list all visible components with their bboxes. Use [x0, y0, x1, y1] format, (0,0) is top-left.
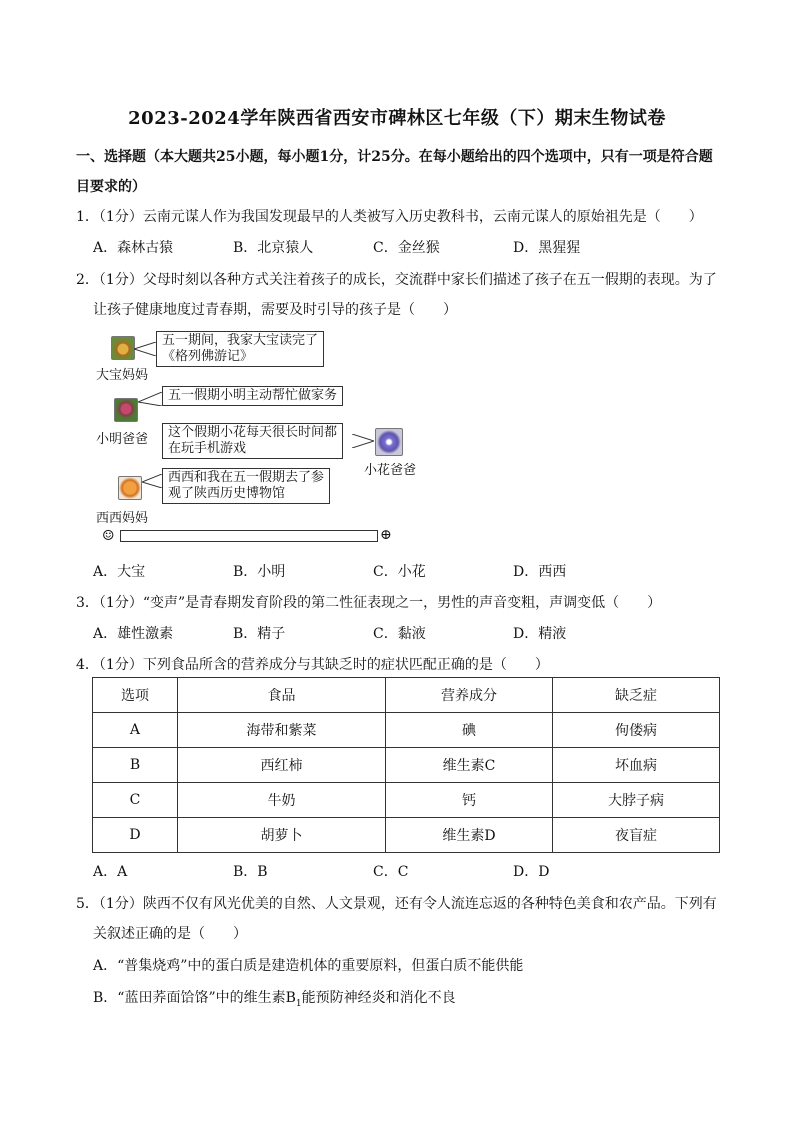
- table-cell: 西红柿: [177, 748, 385, 783]
- q4-option-b: B．B: [233, 864, 268, 880]
- table-cell: C: [93, 783, 178, 818]
- q3-option-a: A．雄性激素: [93, 626, 174, 642]
- option-text: 能预防神经炎和消化不良: [301, 990, 456, 1006]
- q1-option-d: D．黑猩猩: [513, 240, 581, 256]
- progress-bar: [120, 530, 378, 542]
- table-cell: 维生素D: [385, 818, 552, 853]
- q2-option-b: B．小明: [233, 564, 286, 580]
- chat-bubble-xiaoming: [162, 386, 343, 406]
- bubble-text: 五一期间，我家大宝读完了: [162, 333, 319, 348]
- caption-dabao-mom: 大宝妈妈: [96, 368, 149, 383]
- flower-avatar-icon: [114, 398, 138, 422]
- question-2-stem: 2．（1分）父母时刻以各种方式关注着孩子的成长，交流群中家长们描述了孩子在五一假期的表现。为了: [76, 272, 717, 288]
- table-row: [93, 748, 720, 783]
- q3-option-d: D．精液: [513, 626, 567, 642]
- table-row: [93, 713, 720, 748]
- q4-option-d: D．D: [513, 864, 550, 880]
- bubble-tail: [134, 342, 156, 356]
- question-4-stem: 4．（1分）下列食品所含的营养成分与其缺乏时的症状匹配正确的是（ ）: [76, 657, 549, 673]
- chat-bubble-xiaohua: [162, 423, 343, 459]
- question-2-stem-cont: 让孩子健康地度过青春期，需要及时引导的孩子是（ ）: [93, 302, 457, 318]
- smiley-icon: ☺: [102, 528, 115, 544]
- table-header-row: [93, 678, 720, 713]
- table-row: [93, 818, 720, 853]
- table-cell: 钙: [385, 783, 552, 818]
- section-heading: 一、选择题（本大题共25小题，每小题1分，计25分。在每小题给出的四个选项中，只有一项是符合题: [76, 149, 713, 165]
- table-cell: 大脖子病: [552, 783, 719, 818]
- question-4-options: [93, 861, 653, 881]
- table-cell: 维生素C: [385, 748, 552, 783]
- table-cell: B: [93, 748, 178, 783]
- nutrition-table: [92, 677, 720, 853]
- table-cell: 夜盲症: [552, 818, 719, 853]
- bubble-text: 观了陕西历史博物馆: [168, 486, 286, 501]
- question-3-stem: 3．（1分）“变声”是青春期发育阶段的第二性征表现之一，男性的声音变粗，声调变低（ ）: [76, 595, 662, 611]
- bubble-text: 《格列佛游记》: [162, 349, 254, 364]
- q2-option-d: D．西西: [513, 564, 567, 580]
- table-cell: 坏血病: [552, 748, 719, 783]
- page-title: 2023-2024学年陕西省西安市碑林区七年级（下）期末生物试卷: [128, 108, 666, 129]
- q3-option-c: C．黏液: [373, 626, 426, 642]
- caption-xiaoming-dad: 小明爸爸: [96, 432, 149, 447]
- bubble-tail: [142, 474, 162, 488]
- subscript: 1: [295, 998, 302, 1009]
- q2-option-c: C．小花: [373, 564, 426, 580]
- question-3-options: [93, 623, 653, 643]
- section-heading-cont: 目要求的）: [76, 179, 146, 195]
- q1-option-a: A．森林古猿: [93, 240, 174, 256]
- q5-option-b: [93, 987, 456, 1009]
- chat-bubble-xixi: [162, 468, 330, 504]
- table-cell: 胡萝卜: [177, 818, 385, 853]
- table-cell: 佝偻病: [552, 713, 719, 748]
- table-header: 食品: [177, 678, 385, 713]
- table-cell: D: [93, 818, 178, 853]
- q3-option-b: B．精子: [233, 626, 286, 642]
- bubble-text: 在玩手机游戏: [168, 441, 247, 456]
- plus-circle-icon: ⊕: [380, 527, 392, 543]
- question-5-stem-cont: 关叙述正确的是（ ）: [93, 926, 247, 942]
- caption-xixi-mom: 西西妈妈: [96, 511, 149, 526]
- table-header: 选项: [93, 678, 178, 713]
- table-cell: A: [93, 713, 178, 748]
- question-2-options: [93, 561, 653, 581]
- q2-option-a: A．大宝: [93, 564, 146, 580]
- question-5-stem: 5．（1分）陕西不仅有风光优美的自然、人文景观，还有令人流连忘返的各种特色美食和农产品。下列有: [76, 896, 717, 912]
- table-cell: 海带和紫菜: [177, 713, 385, 748]
- option-text: B．“蓝田荞面饸饹”中的维生素B: [93, 990, 296, 1006]
- q1-option-b: B．北京猿人: [233, 240, 314, 256]
- caption-xiaohua-dad: 小花爸爸: [364, 463, 417, 478]
- bubble-tail: [352, 434, 374, 448]
- q1-option-c: C．金丝猴: [373, 240, 440, 256]
- bubble-text: 五一假期小明主动帮忙做家务: [168, 388, 338, 403]
- chat-bubble-dabao: [156, 331, 324, 367]
- bubble-tail: [138, 392, 162, 406]
- q4-option-c: C．C: [373, 864, 409, 880]
- table-cell: 牛奶: [177, 783, 385, 818]
- parent-chat-figure: [94, 328, 417, 558]
- bubble-text: 这个假期小花每天很长时间都: [168, 425, 338, 440]
- table-cell: 碘: [385, 713, 552, 748]
- q5-option-a: A．“普集烧鸡”中的蛋白质是建造机体的重要原料，但蛋白质不能供能: [93, 958, 524, 974]
- q4-option-a: A．A: [93, 864, 128, 880]
- table-row: [93, 783, 720, 818]
- table-header: 缺乏症: [552, 678, 719, 713]
- leaf-avatar-icon: [118, 476, 142, 500]
- table-header: 营养成分: [385, 678, 552, 713]
- bubble-text: 西西和我在五一假期去了参: [168, 470, 325, 485]
- question-1-stem: 1．（1分）云南元谋人作为我国发现最早的人类被写入历史教科书，云南元谋人的原始祖先是（ ）: [76, 209, 703, 225]
- question-1-options: [93, 237, 653, 257]
- flower-avatar-icon: [111, 336, 135, 360]
- flower-avatar-icon: [375, 428, 403, 456]
